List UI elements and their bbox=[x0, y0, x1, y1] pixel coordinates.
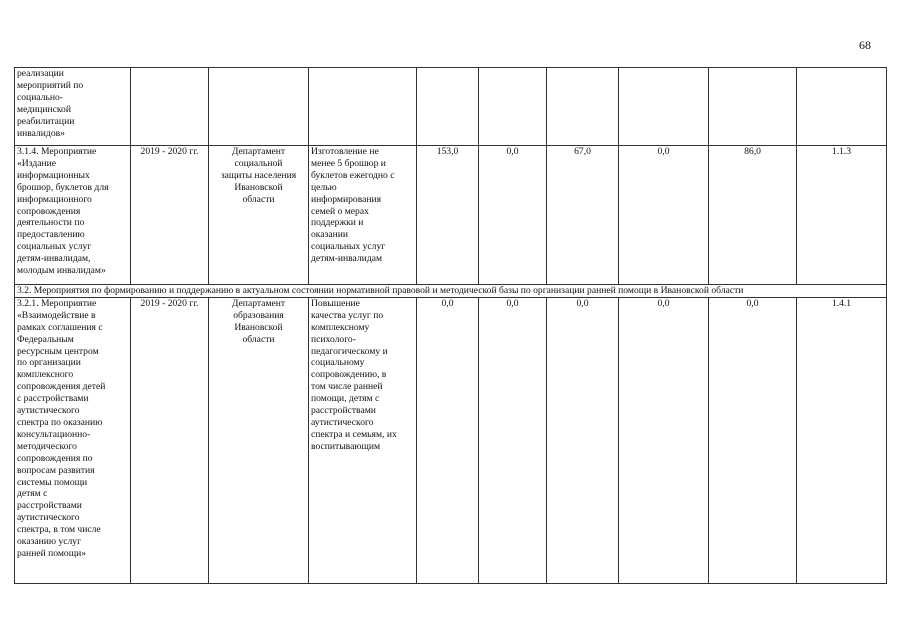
value: 0,0 bbox=[657, 297, 670, 309]
section-heading-cell bbox=[15, 285, 887, 298]
value-total: 0,0 bbox=[441, 297, 454, 309]
value-cell-2 bbox=[479, 146, 547, 285]
value: 0,0 bbox=[576, 297, 589, 309]
section-heading: 3.2. Мероприятия по формированию и поддержанию в актуальном состоянии нормативной правовой и методической базы по организации ранней помощи в Ивановской области bbox=[17, 285, 744, 296]
value: 0,0 bbox=[506, 297, 519, 309]
executor: Департамент образования Ивановской области bbox=[231, 297, 286, 345]
activities-table bbox=[14, 67, 887, 584]
code-cell bbox=[797, 68, 887, 146]
value: 86,0 bbox=[744, 146, 761, 157]
period: 2019 - 2020 гг. bbox=[140, 146, 199, 157]
activity-name: 3.2.1. Мероприятие «Взаимодействие в рамках соглашения с Федеральным ресурсным центром по организации комплексного сопровождения детей с расстройствами аутистического спектра по оказанию консультационно- методического сопровождения по вопросам развития системы помощи детям с расстройствами аутистического спектра, в том числе оказанию услуг ранней помощи» bbox=[17, 297, 106, 559]
code-cell bbox=[797, 146, 887, 285]
period-cell bbox=[131, 297, 209, 583]
result-cell bbox=[309, 146, 417, 285]
indicator-code: 1.4.1 bbox=[831, 297, 852, 309]
value-cell-1 bbox=[417, 146, 479, 285]
expected-result: Повышение качества услуг по комплексному психолого- педагогическому и социальному сопровождению, в том числе ранней помощи, детям с расстройствами аутистического спектра и семьям, их воспитывающим bbox=[311, 297, 397, 452]
value-cell-4 bbox=[619, 146, 709, 285]
value-cell-1 bbox=[417, 68, 479, 146]
value-cell-2 bbox=[479, 297, 547, 583]
value-cell-5 bbox=[709, 297, 797, 583]
executor: Департамент социальной защиты населения Ивановской области bbox=[220, 146, 297, 205]
value-cell-5 bbox=[709, 146, 797, 285]
code-cell bbox=[797, 297, 887, 583]
period-cell bbox=[131, 146, 209, 285]
result-cell bbox=[309, 68, 417, 146]
value-cell-3 bbox=[547, 146, 619, 285]
executor-cell bbox=[209, 68, 309, 146]
value: 0,0 bbox=[506, 146, 519, 157]
value-cell-3 bbox=[547, 68, 619, 146]
value-cell-2 bbox=[479, 68, 547, 146]
value-cell-1 bbox=[417, 297, 479, 583]
value-cell-5 bbox=[709, 68, 797, 146]
table-row-continuation bbox=[15, 68, 887, 146]
page-number: 68 bbox=[859, 38, 871, 52]
value: 0,0 bbox=[746, 297, 759, 309]
activity-name-cell bbox=[15, 297, 131, 583]
table-row bbox=[15, 146, 887, 285]
table-row bbox=[15, 297, 887, 583]
value-cell-4 bbox=[619, 68, 709, 146]
activity-name-cell bbox=[15, 68, 131, 146]
expected-result: Изготовление не менее 5 брошюр и буклетов ежегодно с целью информирования семей о мерах поддержки и оказании социальных услуг детям-инвалидам bbox=[311, 146, 395, 265]
section-row bbox=[15, 285, 887, 298]
result-cell bbox=[309, 297, 417, 583]
activity-name-cell bbox=[15, 146, 131, 285]
executor-cell bbox=[209, 297, 309, 583]
value: 0,0 bbox=[657, 146, 670, 157]
activity-name: 3.1.4. Мероприятие «Издание информационных брошюр, буклетов для информационного сопровождения деятельности по предоставлению социальных услуг детям-инвалидам, молодым инвалидам» bbox=[17, 146, 109, 277]
activity-name: реализации мероприятий по социально- медицинской реабилитации инвалидов» bbox=[17, 68, 84, 139]
period: 2019 - 2020 гг. bbox=[140, 297, 199, 309]
indicator-code: 1.1.3 bbox=[831, 146, 852, 157]
value-total: 153,0 bbox=[436, 146, 459, 157]
executor-cell bbox=[209, 146, 309, 285]
period-cell bbox=[131, 68, 209, 146]
value: 67,0 bbox=[574, 146, 591, 157]
value-cell-3 bbox=[547, 297, 619, 583]
value-cell-4 bbox=[619, 297, 709, 583]
